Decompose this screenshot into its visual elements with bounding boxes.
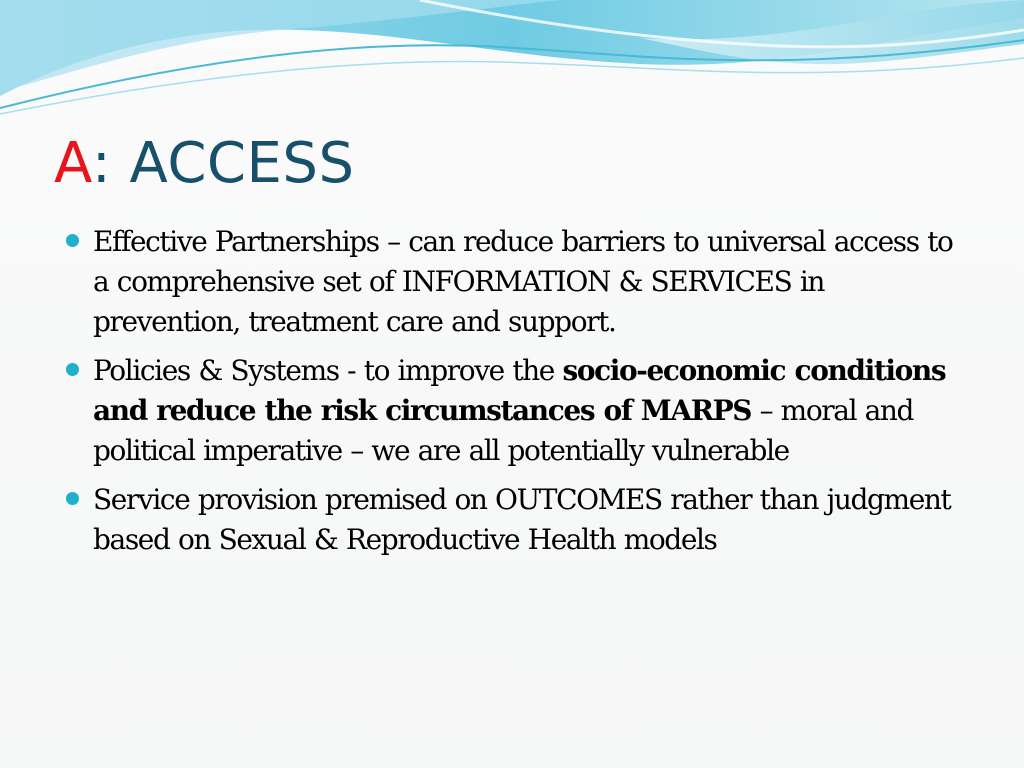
bullet-item [66, 222, 966, 342]
bullet-text-before: Policies & Systems - to improve the [93, 354, 563, 387]
slide-title-rest: : ACCESS [91, 131, 355, 196]
bullet-text: Service provision premised on OUTCOMES rather than judgment based on Sexual & Reproductive Health models [93, 483, 951, 556]
bullet-dot-icon [66, 492, 79, 505]
bullet-item [66, 480, 966, 560]
bullet-list [66, 222, 966, 569]
bullet-dot-icon [66, 234, 79, 247]
bullet-text-bold: socio-economic conditions and reduce the risk circumstances of MARPS [93, 354, 946, 427]
slide-title [54, 128, 355, 200]
bullet-text: Effective Partnerships – can reduce barriers to universal access to a comprehensive set of INFORMATION & SERVICES in prevention, treatment care and support. [93, 225, 953, 338]
bullet-dot-icon [66, 363, 79, 376]
slide-title-letter: A [54, 131, 92, 196]
bullet-item [66, 351, 966, 471]
bullet-text-after: – moral and political imperative – we are all potentially vulnerable [93, 394, 914, 467]
decorative-wave-header [0, 0, 1024, 130]
